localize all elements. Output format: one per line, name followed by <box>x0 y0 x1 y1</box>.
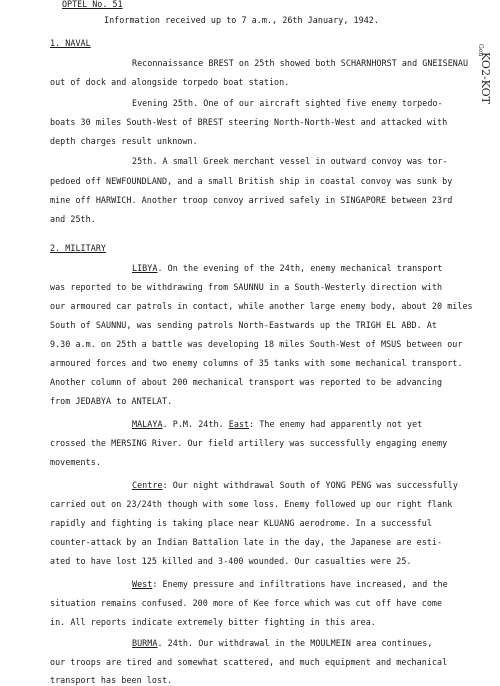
west-label: West <box>132 579 153 589</box>
naval-line: 25th. A small Greek merchant vessel in outward convoy was tor- <box>132 156 448 166</box>
burma-line: our troops are tired and somewhat scattered, and much equipment and mechanical <box>50 657 448 667</box>
east-line: movements. <box>50 457 101 467</box>
naval-line: Evening 25th. One of our aircraft sighted five enemy torpedo- <box>132 98 443 108</box>
centre-line: carried out on 23/24th though with some loss. Enemy followed up our right flank <box>50 499 453 509</box>
centre-first-line <box>132 480 458 490</box>
burma-line: . 24th. Our withdrawal in the MOULMEIN area continues, <box>157 638 433 648</box>
east-label: East <box>228 419 250 429</box>
libya-line: Another column of about 200 mechanical transport was reported to be advancing <box>50 377 443 387</box>
margin-note-small: Gon <box>477 44 484 57</box>
naval-heading: 1. NAVAL <box>50 38 91 48</box>
east-line: crossed the MERSING River. Our field artillery was successfully engaging enemy <box>50 438 448 448</box>
burma-first-line <box>132 638 432 648</box>
libya-line: . On the evening of the 24th, enemy mechanical transport <box>157 263 443 273</box>
naval-line: Reconnaissance BREST on 25th showed both SCHARNHORST and GNEISENAU <box>132 58 469 68</box>
margin-annotation <box>470 44 496 174</box>
libya-line: was reported to be withdrawing from SAUNNU in a South-Westerly direction with <box>50 282 443 292</box>
libya-line: armoured forces and two enemy columns of 35 tanks with some mechanical transport. <box>50 358 463 368</box>
intro-line: Information received up to 7 a.m., 26th January, 1942. <box>104 15 379 25</box>
centre-line: : Our night withdrawal South of YONG PENG was successfully <box>162 480 458 490</box>
malaya-label: MALAYA <box>132 419 163 429</box>
military-heading: 2. MILITARY <box>50 243 107 253</box>
centre-line: ated to have lost 125 killed and 3-400 wounded. Our casualties were 25. <box>50 556 412 566</box>
document-header: OPTEL No. 51 <box>62 0 123 9</box>
west-line: : Enemy pressure and infiltrations have increased, and the <box>152 579 448 589</box>
libya-line: our armoured car patrols in contact, while another large enemy body, about 20 miles <box>50 301 473 311</box>
naval-line: and 25th. <box>50 214 96 224</box>
centre-label: Centre <box>132 480 163 490</box>
libya-line: from JEDABYA to ANTELAT. <box>50 396 173 406</box>
libya-first-line <box>132 263 443 273</box>
centre-line: counter-attack by an Indian Battalion late in the day, the Japanese are esti- <box>50 537 443 547</box>
naval-line: out of dock and alongside torpedo boat station. <box>50 77 290 87</box>
west-line: situation remains confused. 200 more of Kee force which was cut off have come <box>50 598 443 608</box>
centre-line: rapidly and fighting is taking place near KLUANG aerodrome. In a successful <box>50 518 432 528</box>
burma-line: transport has been lost. <box>50 675 173 685</box>
margin-note-main: KO2-KOT <box>479 52 492 104</box>
malaya-pm: . P.M. 24th. <box>162 419 229 429</box>
west-first-line <box>132 579 448 589</box>
libya-label: LIBYA <box>132 263 158 273</box>
naval-line: mine off HARWICH. Another troop convoy arrived safely in SINGAPORE between 23rd <box>50 195 453 205</box>
naval-line: pedoed off NEWFOUNDLAND, and a small British ship in coastal convoy was sunk by <box>50 176 453 186</box>
west-line: in. All reports indicate extremely bitter fighting in this area. <box>50 617 376 627</box>
libya-line: 9.30 a.m. on 25th a battle was developing 18 miles South-West of MSUS between our <box>50 339 463 349</box>
libya-line: South of SAUNNU, was sending patrols North-Eastwards up the TRIGH EL ABD. At <box>50 320 438 330</box>
naval-line: boats 30 miles South-West of BREST steering North-North-West and attacked with <box>50 117 448 127</box>
naval-line: depth charges result unknown. <box>50 136 198 146</box>
east-line: : The enemy had apparently not yet <box>249 419 423 429</box>
malaya-first-line <box>132 419 422 429</box>
burma-label: BURMA <box>132 638 158 648</box>
